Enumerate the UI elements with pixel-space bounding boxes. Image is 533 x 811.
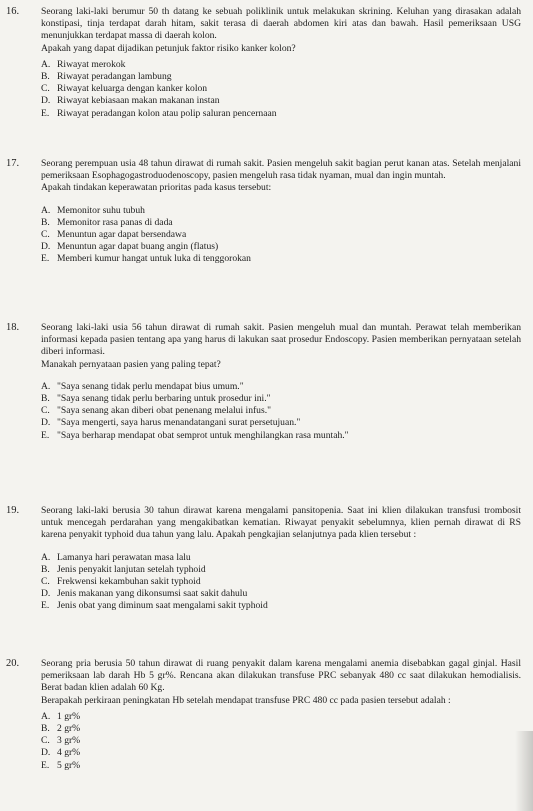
option-c[interactable] (41, 735, 521, 747)
option-e[interactable] (41, 430, 521, 442)
option-list (41, 711, 521, 772)
option-e[interactable] (41, 600, 521, 612)
option-text: 4 gr% (57, 747, 81, 759)
page-edge-shadow (515, 731, 533, 811)
option-text: 2 gr% (57, 723, 81, 735)
option-letter: B. (41, 723, 50, 735)
option-letter: C. (41, 735, 50, 747)
option-letter: D. (41, 747, 51, 759)
option-b[interactable] (41, 71, 521, 83)
question-prompt: Apakah yang dapat dijadikan petunjuk faktor risiko kanker kolon? (41, 42, 296, 54)
option-text: Memonitor rasa panas di dada (57, 216, 173, 228)
option-letter: E. (41, 253, 50, 265)
option-letter: A. (41, 551, 51, 563)
option-d[interactable] (41, 417, 521, 429)
option-text: Riwayat keluarga dengan kanker kolon (57, 83, 208, 95)
option-text: 3 gr% (57, 735, 81, 747)
option-letter: D. (41, 95, 51, 107)
option-text: "Saya berharap mendapat obat semprot untuk menghilangkan rasa muntah." (57, 429, 349, 441)
option-d[interactable] (41, 95, 521, 107)
question-number: 16. (6, 6, 20, 17)
option-text: Riwayat kebiasaan makan makanan instan (57, 95, 220, 107)
option-text: "Saya senang akan diberi obat penenang melalui infus." (57, 405, 272, 417)
option-text: Menuntun agar dapat buang angin (flatus) (57, 241, 219, 253)
option-b[interactable] (41, 564, 521, 576)
option-letter: B. (41, 216, 50, 228)
question-stem: Seorang laki-laki berusia 30 tahun dirawat karena mengalami pansitopenia. Saat ini klien dilakukan transfusi trombosit untuk mencegah perdarahan yang mengakibatkan kematian. Riwayat penyakit sebelumnya, klien pernah dirawat di RS karena penyakit typhoid dua tahun yang lalu. Apakah pengkajian selanjutnya pada klien tersebut : (41, 505, 521, 541)
option-text: Frekwensi kekambuhan sakit typhoid (57, 576, 201, 588)
option-text: Jenis obat yang diminum saat mengalami sakit typhoid (57, 600, 268, 612)
option-text: Lamanya hari perawatan masa lalu (57, 551, 191, 563)
option-letter: B. (41, 563, 50, 575)
option-e[interactable] (41, 760, 521, 772)
question-body (41, 322, 521, 442)
option-text: Menuntun agar dapat bersendawa (57, 229, 187, 241)
option-a[interactable] (41, 205, 521, 217)
option-text: "Saya senang tidak perlu berbaring untuk prosedur ini." (57, 393, 271, 405)
option-text: "Saya mengerti, saya harus menandatangani surat persetujuan." (57, 417, 301, 429)
option-d[interactable] (41, 588, 521, 600)
option-text: 1 gr% (57, 710, 81, 722)
option-text: Riwayat peradangan kolon atau polip saluran pencernaan (57, 107, 277, 119)
option-letter: C. (41, 229, 50, 241)
question-number: 19. (6, 505, 20, 516)
question-number: 18. (6, 322, 20, 333)
option-letter: D. (41, 417, 51, 429)
option-text: Riwayat peradangan lambung (57, 71, 172, 83)
option-letter: A. (41, 58, 51, 70)
option-d[interactable] (41, 747, 521, 759)
option-list (41, 59, 521, 120)
option-letter: A. (41, 380, 51, 392)
option-letter: B. (41, 71, 50, 83)
option-c[interactable] (41, 405, 521, 417)
question-stem: Seorang pria berusia 50 tahun dirawat di ruang penyakit dalam karena mengalami anemia disebabkan gagal ginjal. Hasil pemeriksaan lab darah Hb 5 gr%. Rencana akan dilakukan transfuse PRC sebanyak 480 cc saat dilakukan hemodialisis. Berat badan klien adalah 60 Kg. (41, 658, 521, 694)
option-text: 5 gr% (57, 759, 81, 771)
option-c[interactable] (41, 576, 521, 588)
option-c[interactable] (41, 83, 521, 95)
option-text: Riwayat merokok (57, 58, 126, 70)
question-stem: Seorang laki-laki berumur 50 th datang ke sebuah poliklinik untuk melakukan skrining. Keluhan yang dirasakan adalah konstipasi, tinja terdapat darah hitam, sakit terasa di daerah abdomen kiri atas dan bawah. Hasil pemeriksaan USG menunjukkan terdapat massa di daerah kolon. (41, 6, 521, 42)
question-number: 20. (6, 658, 20, 669)
question-stem: Seorang perempuan usia 48 tahun dirawat di rumah sakit. Pasien mengeluh sakit bagian perut kanan atas. Setelah menjalani pemeriksaan Esophagogastroduodenoscopy, pasien mengeluh rasa tidak nyaman, mual dan ingin muntah. (41, 158, 521, 182)
option-letter: D. (41, 241, 51, 253)
option-text: Jenis makanan yang dikonsumsi saat sakit dahulu (57, 588, 248, 600)
option-a[interactable] (41, 59, 521, 71)
question-prompt: Manakah pernyataan pasien yang paling tepat? (41, 358, 221, 370)
option-list (41, 552, 521, 613)
option-letter: E. (41, 759, 50, 771)
option-a[interactable] (41, 381, 521, 393)
option-letter: E. (41, 107, 50, 119)
option-letter: C. (41, 83, 50, 95)
question-body (41, 158, 521, 266)
option-text: "Saya senang tidak perlu mendapat bius umum." (57, 380, 244, 392)
question-body (41, 658, 521, 772)
option-d[interactable] (41, 241, 521, 253)
question-body (41, 6, 521, 120)
option-b[interactable] (41, 393, 521, 405)
option-a[interactable] (41, 552, 521, 564)
option-b[interactable] (41, 217, 521, 229)
option-text: Memonitor suhu tubuh (57, 204, 145, 216)
option-letter: C. (41, 405, 50, 417)
option-letter: D. (41, 588, 51, 600)
option-a[interactable] (41, 711, 521, 723)
question-prompt: Berapakah perkiraan peningkatan Hb setelah mendapat transfuse PRC 480 cc pada pasien tersebut adalah : (41, 694, 451, 706)
option-letter: E. (41, 429, 50, 441)
option-e[interactable] (41, 253, 521, 265)
option-text: Jenis penyakit lanjutan setelah typhoid (57, 563, 206, 575)
option-list (41, 381, 521, 442)
option-e[interactable] (41, 108, 521, 120)
option-letter: E. (41, 600, 50, 612)
question-body (41, 505, 521, 613)
question-number: 17. (6, 158, 20, 169)
option-letter: C. (41, 576, 50, 588)
option-letter: A. (41, 710, 51, 722)
question-prompt: Apakah tindakan keperawatan prioritas pada kasus tersebut: (41, 182, 272, 194)
option-b[interactable] (41, 723, 521, 735)
option-list (41, 205, 521, 266)
option-text: Memberi kumur hangat untuk luka di tenggorokan (57, 253, 251, 265)
option-c[interactable] (41, 229, 521, 241)
option-letter: B. (41, 393, 50, 405)
question-stem: Seorang laki-laki usia 56 tahun dirawat di rumah sakit. Pasien mengeluh mual dan muntah. Perawat telah memberikan informasi kepada pasien tentang apa yang harus di lakukan saat prosedur Endoscopy. Pasien memberikan pernyataan setelah diberi informasi. (41, 322, 521, 358)
option-letter: A. (41, 204, 51, 216)
